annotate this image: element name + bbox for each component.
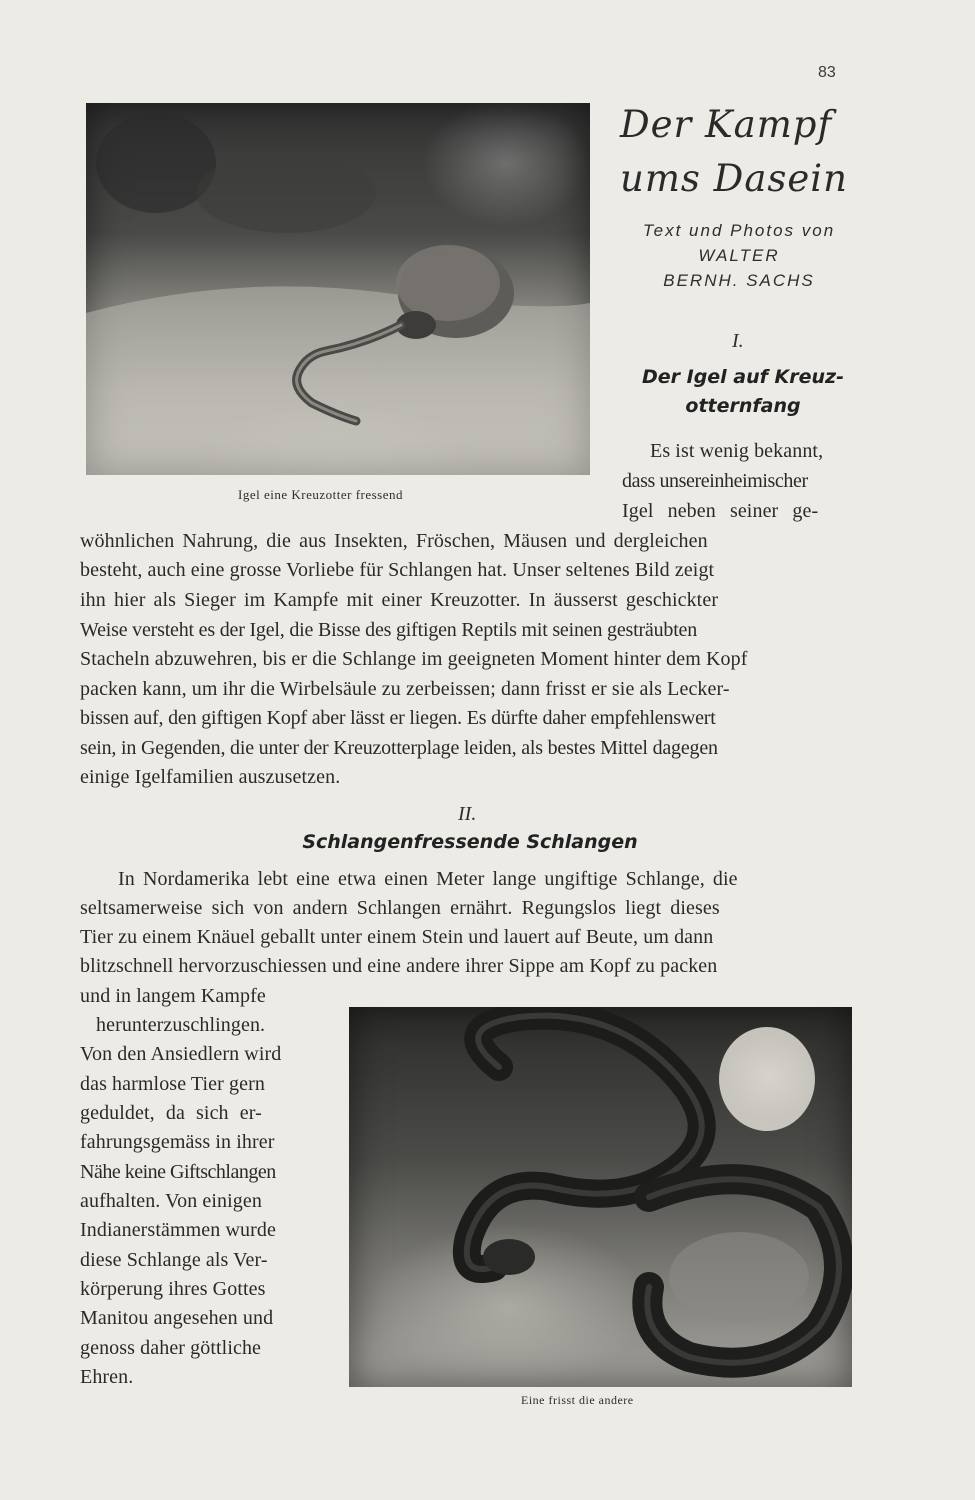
text-line: Weise versteht es der Igel, die Bisse des giftigen Reptils mit seinen gesträubten [80, 619, 698, 641]
text-line: besteht, auch eine grosse Vorliebe für Schlangen hat. Unser seltenes Bild zeigt [80, 559, 715, 581]
text-line: packen kann, um ihr die Wirbelsäule zu zerbeissen; dann frisst er sie als Lecker- [80, 678, 730, 700]
hedgehog-photo-caption: Igel eine Kreuzotter fressend [238, 487, 404, 502]
text-line: In Nordamerika lebt eine etwa einen Meter lange ungiftige Schlange, die [118, 868, 738, 890]
text-line: Manitou angesehen und [80, 1307, 274, 1329]
text-line: geduldet, da sich er- [80, 1102, 262, 1124]
byline [614, 218, 864, 293]
section-2-number: II. [458, 803, 477, 825]
text-line: Igel neben seiner ge- [622, 500, 819, 522]
byline-line: BERNH. SACHS [663, 271, 815, 290]
section-1-heading [612, 363, 874, 421]
snakes-photo [349, 1007, 852, 1387]
hedgehog-illustration [86, 103, 590, 475]
section-2-heading: Schlangenfressende Schlangen [302, 831, 638, 853]
text-line: genoss daher göttliche [80, 1337, 262, 1359]
text-line: seltsamerweise sich von andern Schlangen ernährt. Regungslos liegt dieses [80, 897, 720, 919]
text-line: einige Igelfamilien auszusetzen. [80, 766, 341, 788]
hedgehog-photo [86, 103, 590, 475]
snakes-photo-caption: Eine frisst die andere [521, 1393, 634, 1407]
text-line: aufhalten. Von einigen [80, 1190, 262, 1212]
snakes-illustration [349, 1007, 852, 1387]
text-line: Es ist wenig bekannt, [650, 440, 824, 462]
text-line: und in langem Kampfe [80, 985, 266, 1007]
page-number: 83 [818, 64, 836, 81]
byline-line: Text und Photos von [642, 221, 836, 240]
heading-line: otternfang [685, 395, 801, 417]
text-line: fahrungsgemäss in ihrer [80, 1131, 275, 1153]
article-title [620, 98, 880, 206]
text-line: körperung ihres Gottes [80, 1278, 266, 1300]
text-line: Tier zu einem Knäuel geballt unter einem Stein und lauert auf Beute, um dann [80, 926, 714, 948]
byline-line: WALTER [698, 246, 780, 265]
title-line: Der Kampf [620, 103, 833, 146]
title-line: ums Dasein [620, 157, 848, 200]
text-line: Nähe keine Giftschlangen [80, 1161, 276, 1183]
text-line: das harmlose Tier gern [80, 1073, 265, 1095]
text-line: Von den Ansiedlern wird [80, 1043, 282, 1065]
text-line: diese Schlange als Ver- [80, 1249, 268, 1271]
section-1-number: I. [732, 330, 744, 352]
text-line: ihn hier als Sieger im Kampfe mit einer Kreuzotter. In äusserst geschickter [80, 589, 719, 611]
text-line: blitzschnell hervorzuschiessen und eine andere ihrer Sippe am Kopf zu packen [80, 955, 718, 977]
text-line: herunterzuschlingen. [96, 1014, 266, 1036]
text-line: bissen auf, den giftigen Kopf aber lässt er liegen. Es dürfte daher empfehlenswert [80, 707, 716, 729]
text-line: Stacheln abzuwehren, bis er die Schlange im geeigneten Moment hinter dem Kopf [80, 648, 748, 670]
text-line: Ehren. [80, 1366, 134, 1388]
text-line: sein, in Gegenden, die unter der Kreuzotterplage leiden, als bestes Mittel dagegen [80, 737, 718, 759]
text-line: dass unsereinheimischer [622, 470, 808, 492]
heading-line: Der Igel auf Kreuz- [641, 366, 844, 388]
text-line: wöhnlichen Nahrung, die aus Insekten, Fröschen, Mäusen und dergleichen [80, 530, 708, 552]
text-line: Indianerstämmen wurde [80, 1219, 276, 1241]
